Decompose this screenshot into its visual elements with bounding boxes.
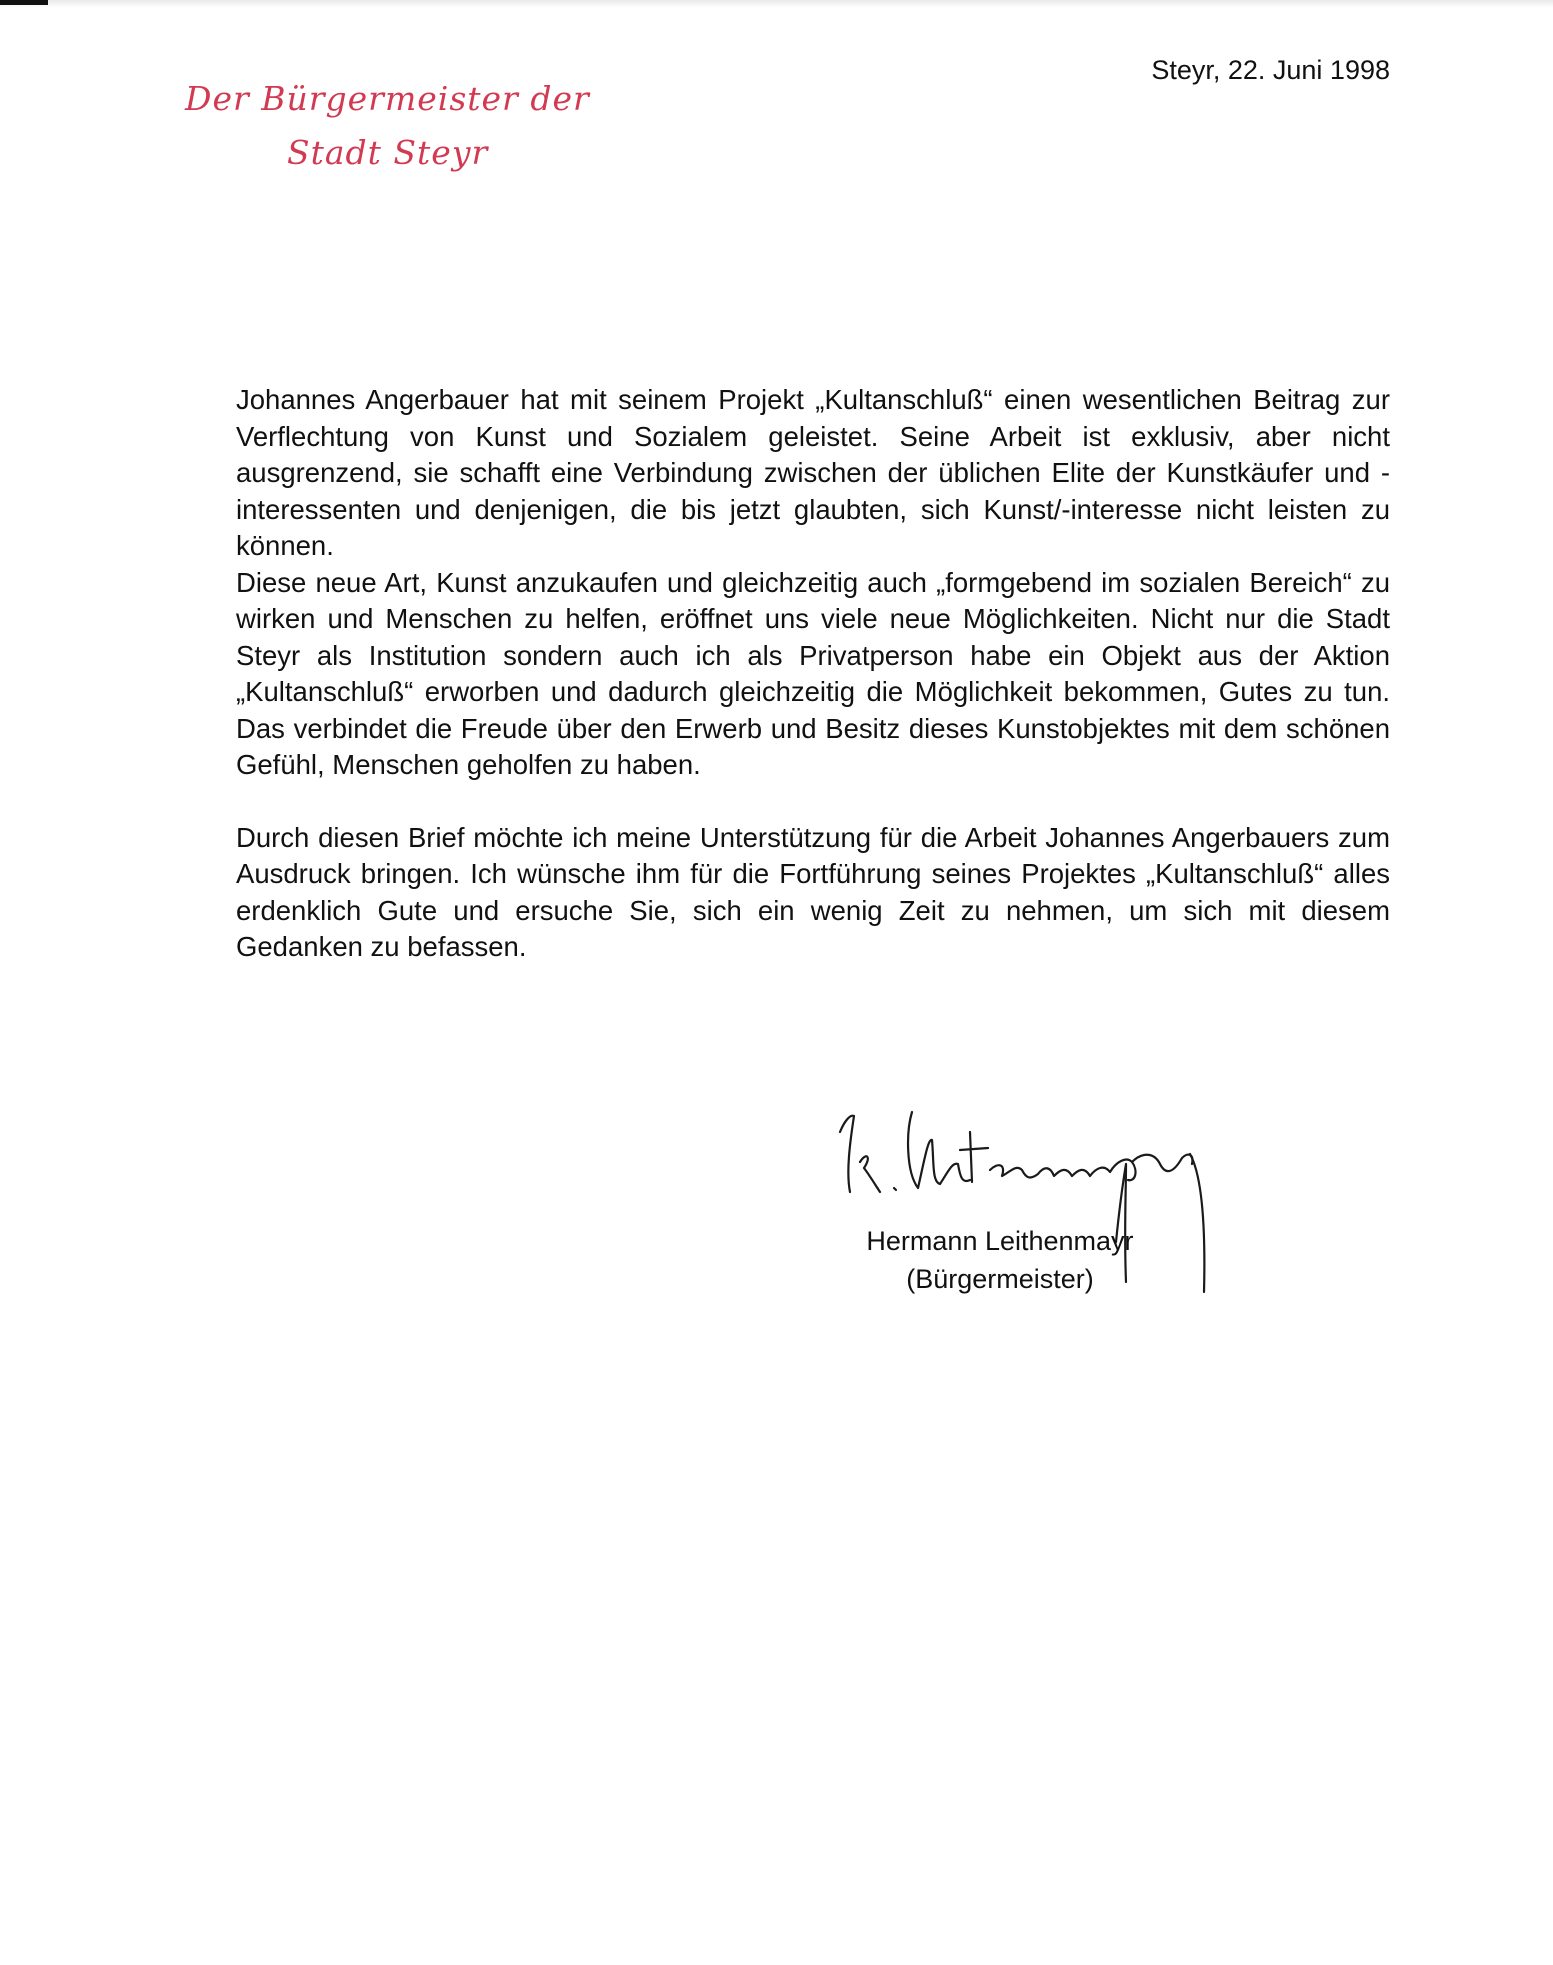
signer-block bbox=[800, 1222, 1200, 1298]
signer-title: (Bürgermeister) bbox=[906, 1264, 1094, 1294]
paragraph-1: Johannes Angerbauer hat mit seinem Projekt „Kultanschluß“ einen wesentlichen Beitrag zur Verflechtung von Kunst und Sozialem geleistet. Seine Arbeit ist exklusiv, aber nicht ausgrenzend, sie schafft eine Verbindung zwischen der üblichen Elite der Kunstkäufer und -interessenten und denjenigen, die bis jetzt glaubten, sich Kunst/-interesse nicht leisten zu können. bbox=[236, 384, 1390, 561]
paragraph-2: Diese neue Art, Kunst anzukaufen und gleichzeitig auch „formgebend im sozialen Bereich“ zu wirken und Menschen zu helfen, eröffnet uns viele neue Möglichkeiten. Nicht nur die Stadt Steyr als Institution sondern auch ich als Privatperson habe ein Objekt aus der Aktion „Kultanschluß“ erworben und dadurch gleichzeitig die Möglichkeit bekommen, Gutes zu tun. Das verbindet die Freude über den Erwerb und Besitz dieses Kunstobjektes mit dem schönen Gefühl, Menschen geholfen zu haben. bbox=[236, 566, 1390, 780]
letterhead-line-1: Der Bürgermeister der bbox=[185, 79, 590, 118]
letterhead-line-2: Stadt Steyr bbox=[287, 133, 489, 172]
signer-name: Hermann Leithenmayr bbox=[866, 1226, 1134, 1256]
paragraph-3: Durch diesen Brief möchte ich meine Unterstützung für die Arbeit Johannes Angerbauers zum Ausdruck bringen. Ich wünsche ihm für die Fortführung seines Projektes „Kultanschluß“ alles erdenklich Gute und ersuche Sie, sich ein wenig Zeit zu nehmen, um sich mit diesem Gedanken zu befassen. bbox=[236, 821, 1390, 962]
scan-edge bbox=[0, 0, 1553, 8]
letterhead bbox=[185, 72, 625, 180]
letter-date: Steyr, 22. Juni 1998 bbox=[1151, 55, 1390, 85]
letter-body bbox=[236, 382, 1390, 966]
scan-mark bbox=[0, 0, 48, 5]
